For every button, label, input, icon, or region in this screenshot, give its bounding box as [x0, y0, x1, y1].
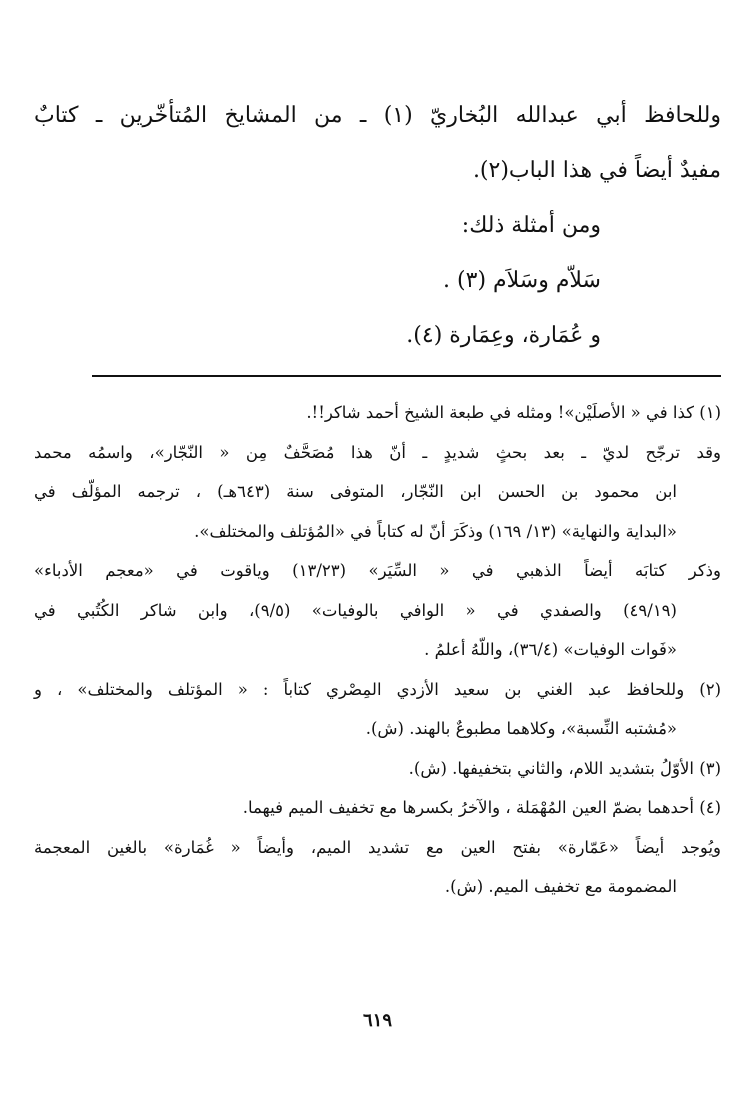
footnote-line: (٤٩/١٩) والصفدي في « الوافي بالوفيات» (٩/٥)، وابن شاكر الكُتُبي في [34, 600, 677, 620]
footnote-line: (١) كذا في « الأصلَيْن»! ومثله في طبعة الشيخ أحمد شاكر!!. [306, 403, 721, 422]
footnote-line: (٤) أحدهما بضمّ العين المُهْمَلة ، والآخرُ بكسرها مع تخفيف الميم فيهما. [242, 798, 721, 817]
main-text-line: وللحافظ أبي عبدالله البُخاريّ (١) ـ من المشايخ المُتأخّرين ـ كتابٌ [34, 103, 721, 128]
footnote-line: (٣) الأوّلُ بتشديد اللام، والثاني بتخفيفها. (ش). [408, 758, 721, 778]
main-text-line: و عُمَارة، وعِمَارة (٤). [406, 323, 601, 348]
footnote-line: «البداية والنهاية» (١٣/ ١٦٩) وذكَرَ أنّ له كتاباً في «المُؤتلف والمختلف». [194, 521, 677, 541]
footnote-line: وقد ترجّح لديّ ـ بعد بحثٍ شديدٍ ـ أنّ هذا مُصَحَّفٌ مِن « النّجّار»، واسمُه محمد [34, 442, 721, 462]
main-text-line: مفيدٌ أيضاً في هذا الباب(٢). [472, 158, 721, 183]
footnote-line: (٢) وللحافظ عبد الغني بن سعيد الأزدي المِصْري كتاباً : « المؤتلف والمختلف» ، و [34, 679, 721, 699]
main-text-line: ومن أمثلة ذلك: [461, 213, 601, 238]
footnote-separator [92, 375, 721, 377]
footnote-line: ابن محمود بن الحسن ابن النّجّار، المتوفى سنة (٦٤٣هـ) ، ترجمه المؤلّف في [34, 482, 677, 501]
footnote-line: «مُشتبه النِّسبة»، وكلاهما مطبوعٌ بالهند. (ش). [365, 719, 677, 738]
footnote-line: ويُوجد أيضاً «عَمّارة» بفتح العين مع تشديد الميم، وأيضاً « غُمَارة» بالغين المعجمة [34, 837, 721, 857]
footnote-line: «فَوات الوفيات» (٣٦/٤)، واللّهُ أعلمُ . [424, 640, 677, 659]
main-text-line: سَلاّم وسَلاَم (٣) . [443, 268, 601, 293]
footnote-line: المضمومة مع تخفيف الميم. (ش). [444, 877, 677, 896]
main-text-block [34, 88, 721, 363]
footnotes-block [34, 393, 721, 907]
footnote-line: وذكر كتابَه أيضاً الذهبي في « السِّيَر» (١٣/٢٣) وياقوت في «معجم الأدباء» [34, 561, 721, 580]
page-number: ٦١٩ [362, 1010, 392, 1031]
